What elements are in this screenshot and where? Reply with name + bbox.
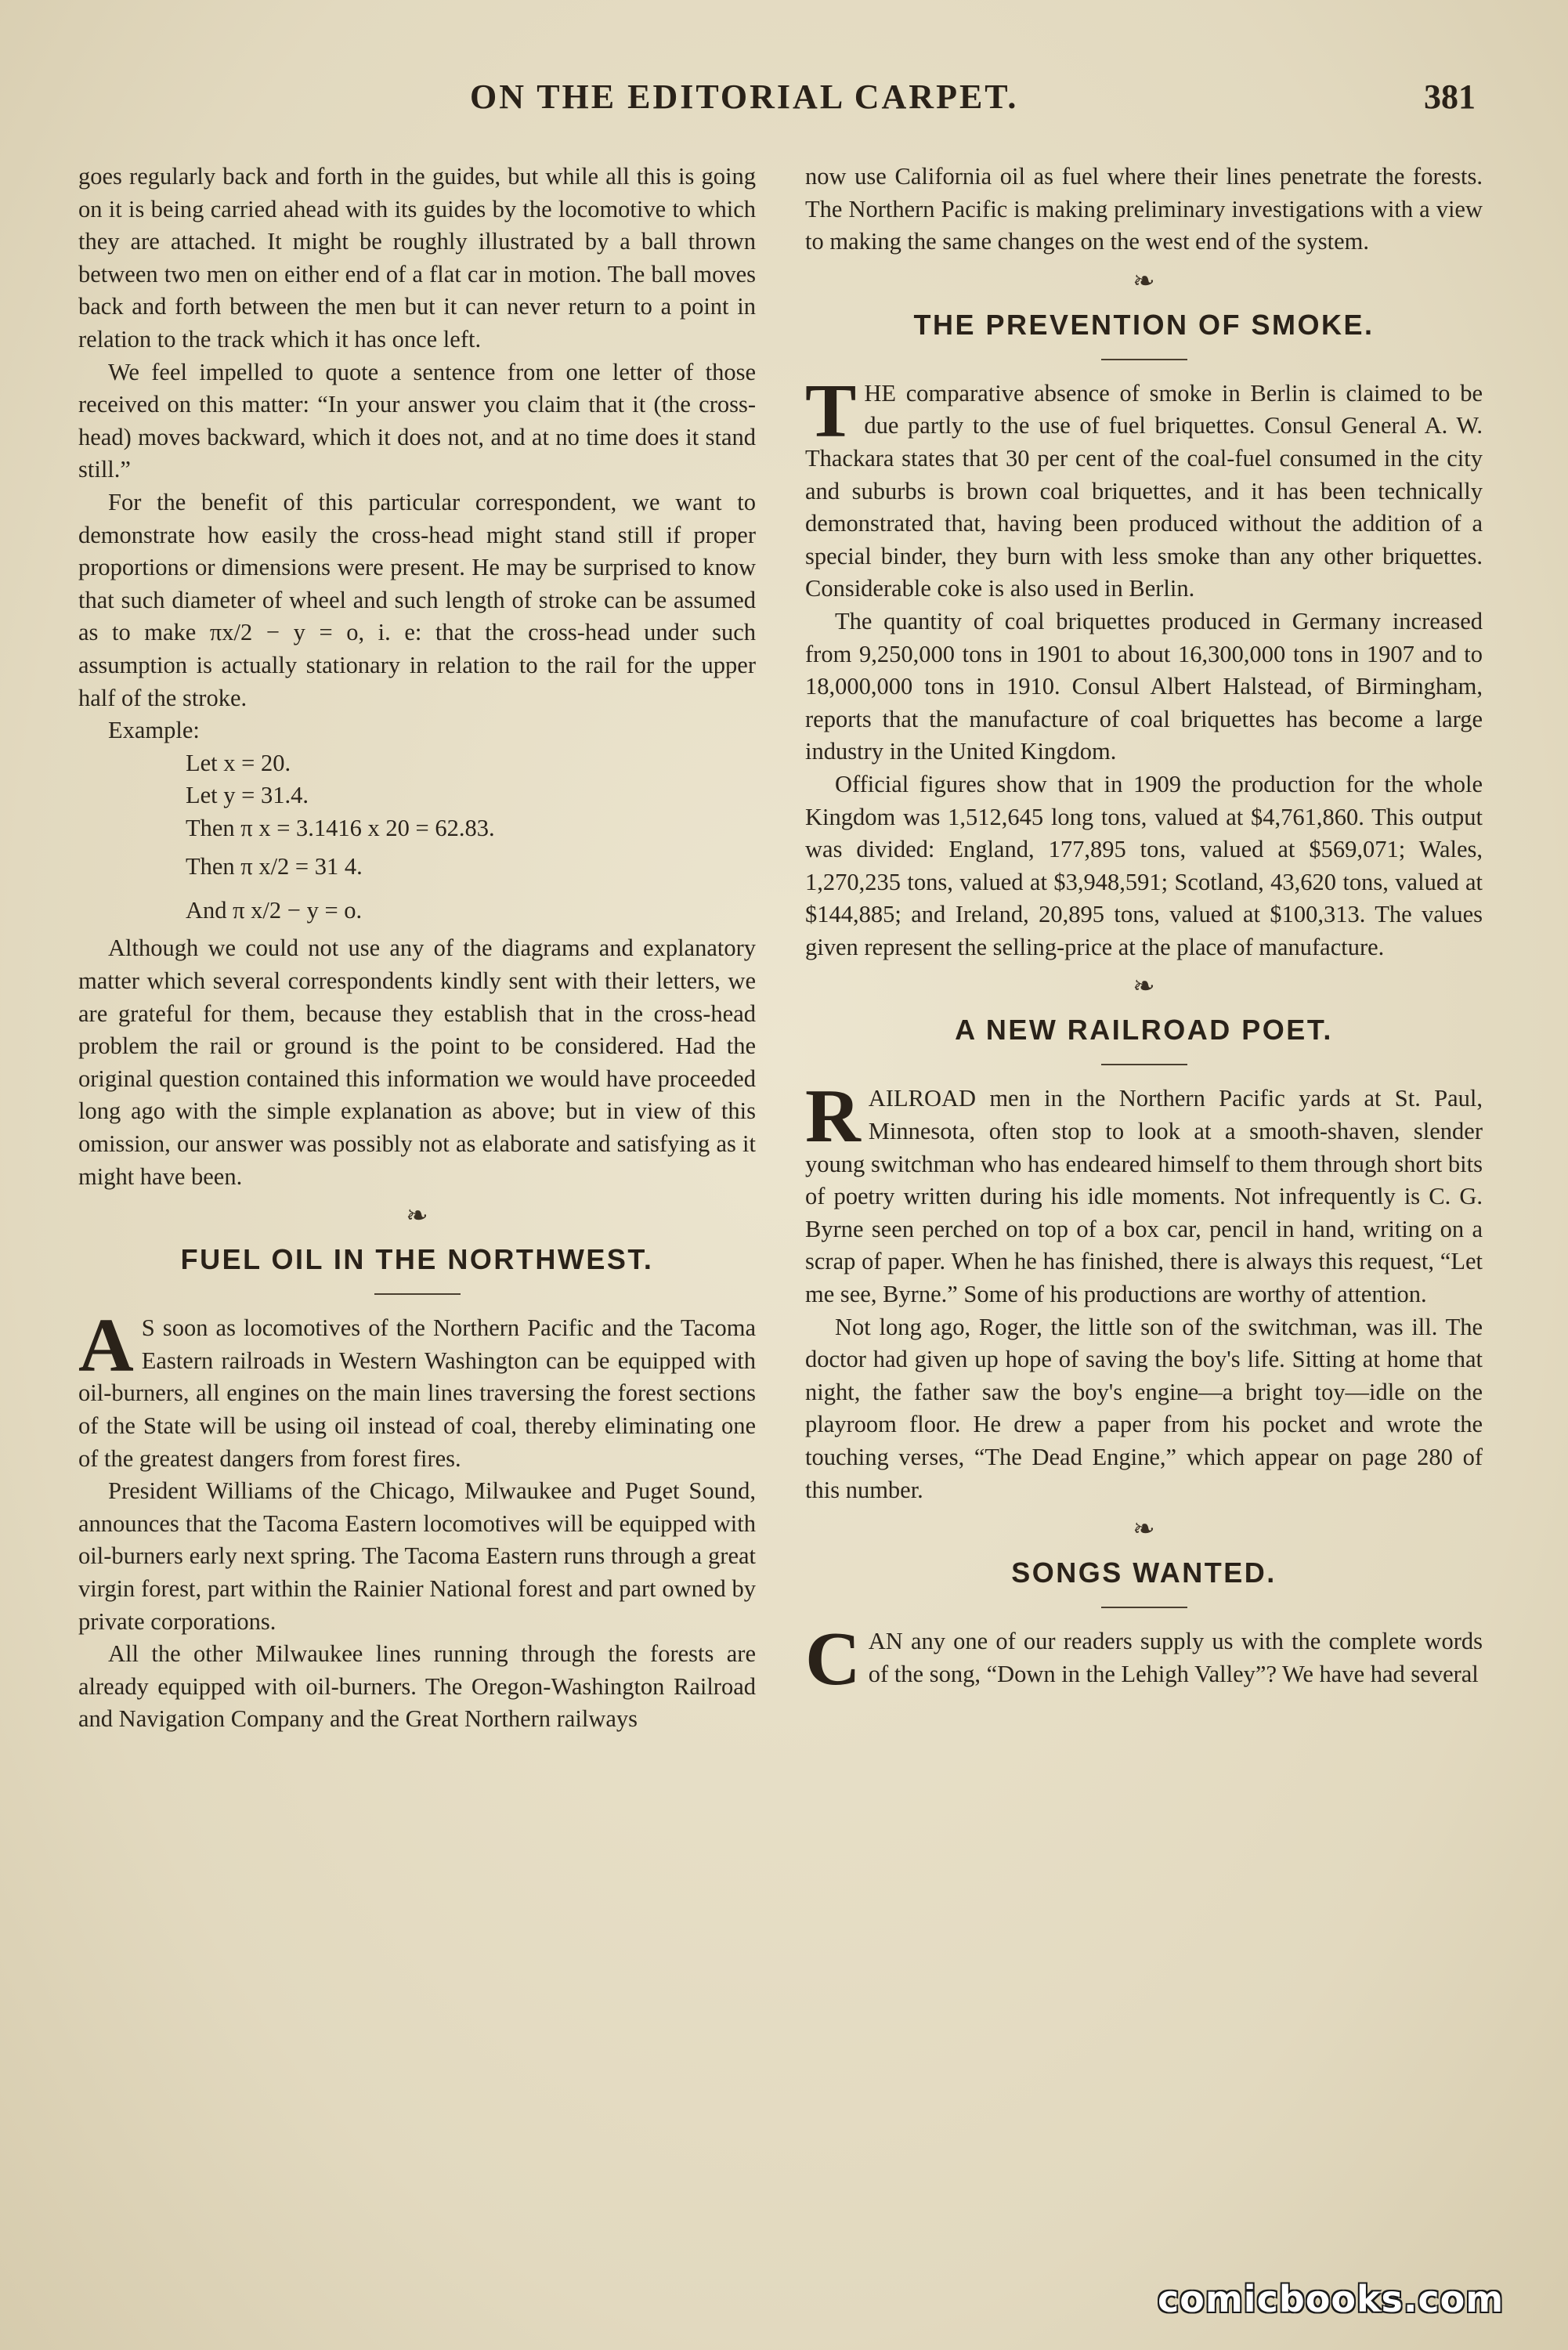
section-heading-poet: A NEW RAILROAD POET. [955,1014,1333,1047]
running-title: ON THE EDITORIAL CARPET. [470,78,1019,116]
section-heading-smoke: THE PREVENTION OF SMOKE. [913,308,1375,341]
example-block [78,714,756,932]
leaf-ornament-icon: ❧ [1133,1515,1155,1545]
drop-cap: A [78,1303,134,1389]
example-line: Then π x = 3.1416 x 20 = 62.83. [186,814,495,841]
example-line: Let y = 31.4. [186,782,309,809]
paragraph: goes regularly back and forth in the guides, but while all this is going on it is being carried ahead with its guides by the locomotive to which they are attached. It might be roughly illustrated by a ball thrown between two men on either end of a flat car in motion. The ball moves back and forth between the men but it can never return to a point in relation to the track which it has once left. [78,163,756,352]
heading-rule [1101,1064,1187,1065]
paragraph: Although we could not use any of the diagrams and explanatory matter which several correspondents kindly sent with their letters, we are grateful for them, because they establish that in the cross-head problem the rail or ground is the point to be considered. Had the original question contained this information we would have proceeded long ago with the simple explanation as above; but in view of this omission, our answer was possibly not as elaborate and satisfying as it might have been. [78,935,756,1190]
right-column [805,161,1483,1702]
paragraph [805,1617,1483,1702]
paragraph: now use California oil as fuel where their lines penetrate the forests. The Northern Pacific is making preliminary investigations with a view to making the same changes on the west end of the system. [805,163,1483,255]
paragraph: Not long ago, Roger, the little son of the switchman, was ill. The doctor had given up hope of saving the boy's life. Sitting at home that night, the father saw the boy's engine—a bright toy—idle on the playroom floor. He drew a paper from his pocket and wrote the touching verses, “The Dead Engine,” which appear on page 280 of this number. [805,1313,1483,1503]
heading-rule [1101,1607,1187,1608]
leaf-ornament-icon: ❧ [406,1202,428,1231]
page-number: 381 [1424,78,1476,116]
paragraph: Official figures show that in 1909 the production for the whole Kingdom was 1,512,645 long tons, valued at $4,761,860. This output was divided: England, 177,895 tons, valued at $569,071; Wales, 1,270,235 tons, valued at $3,948,591; Scotland, 43,620 tons, valued at $144,885; and Ireland, 20,895 tons, valued at $100,313. The values given represent the selling-price at the place of manufacture. [805,770,1483,960]
paragraph: We feel impelled to quote a sentence from one letter of those received on this matter: “In your answer you claim that it (the cross-head) moves backward, which it does not, and at no time does it stand still.” [78,358,756,483]
section-heading-songs: SONGS WANTED. [1011,1556,1277,1589]
site-watermark: comicbooks.com [1158,2278,1505,2320]
paragraph: All the other Milwaukee lines running through the forests are already equipped with oil-burners. The Oregon-Washington Railroad and Navigation Company and the Great Northern railways [78,1640,756,1733]
leaf-ornament-icon: ❧ [1133,266,1155,296]
running-head [0,77,1568,124]
paragraph-text: HE comparative absence of smoke in Berlin is claimed to be due partly to the use of fuel briquettes. Consul General A. W. Thackara states that 30 per cent of the coal-fuel consumed in the city and suburbs is brown coal briquettes, and it has been technically demonstrated that, having been produced without the addition of a special binder, they burn with less smoke than any other briquettes. Considerable coke is also used in Berlin. [805,379,1483,602]
paragraph [805,368,1483,606]
paragraph-text: AN any one of our readers supply us with the complete words of the song, “Down in the Lehigh Valley”? We have had several [868,1628,1483,1687]
leaf-ornament-icon: ❧ [1133,972,1155,1002]
section-heading-fuel-oil: FUEL OIL IN THE NORTHWEST. [180,1243,654,1276]
drop-cap: R [805,1074,861,1159]
example-line: And π x/2 − y = o. [186,897,363,924]
paragraph: The quantity of coal briquettes produced in Germany increased from 9,250,000 tons in 1901 to about 16,300,000 tons in 1907 and to 18,000,000 tons in 1910. Consul Albert Halstead, of Birmingham, reports that the manufacture of coal briquettes has become a large industry in the United Kingdom. [805,607,1483,765]
drop-cap: T [805,368,857,454]
paragraph: President Williams of the Chicago, Milwaukee and Puget Sound, announces that the Tacoma Eastern locomotives will be equipped with oil-burners early next spring. The Tacoma Eastern runs through a great virgin forest, part within the Rainier National forest and part owned by private corporations. [78,1477,756,1635]
example-line: Then π x/2 = 31 4. [186,853,363,880]
paragraph-text: S soon as locomotives of the Northern Pacific and the Tacoma Eastern railroads in Western Washington can be equipped with oil-burners, all engines on the main lines traversing the forest sections of the State will be using oil instead of coal, thereby eliminating one of the greatest dangers from forest fires. [78,1314,756,1472]
heading-rule [1101,359,1187,360]
paragraph-text: AILROAD men in the Northern Pacific yards at St. Paul, Minnesota, often stop to look at a smooth-shaven, slender young switchman who has endeared himself to them through short bits of poetry written during his idle moments. Not infrequently is C. G. Byrne seen perched on top of a box car, pencil in hand, writing on a scrap of paper. When he has finished, there is always this request, “Let me see, Byrne.” Some of his productions are worthy of attention. [805,1085,1483,1308]
left-column [78,161,756,1736]
paragraph [78,1303,756,1475]
paragraph: For the benefit of this particular correspondent, we want to demonstrate how easily the cross-head might stand still if proper proportions or dimensions were present. He may be surprised to know that such diameter of wheel and such length of stroke can be assumed as to make πx/2 − y = o, i. e: that the cross-head under such assumption is actually stationary in relation to the rail for the upper half of the stroke. [78,488,756,711]
drop-cap: C [805,1617,861,1702]
example-line: Let x = 20. [186,749,291,776]
heading-rule [374,1293,461,1295]
example-label: Example: [108,717,200,744]
paragraph [805,1074,1483,1311]
